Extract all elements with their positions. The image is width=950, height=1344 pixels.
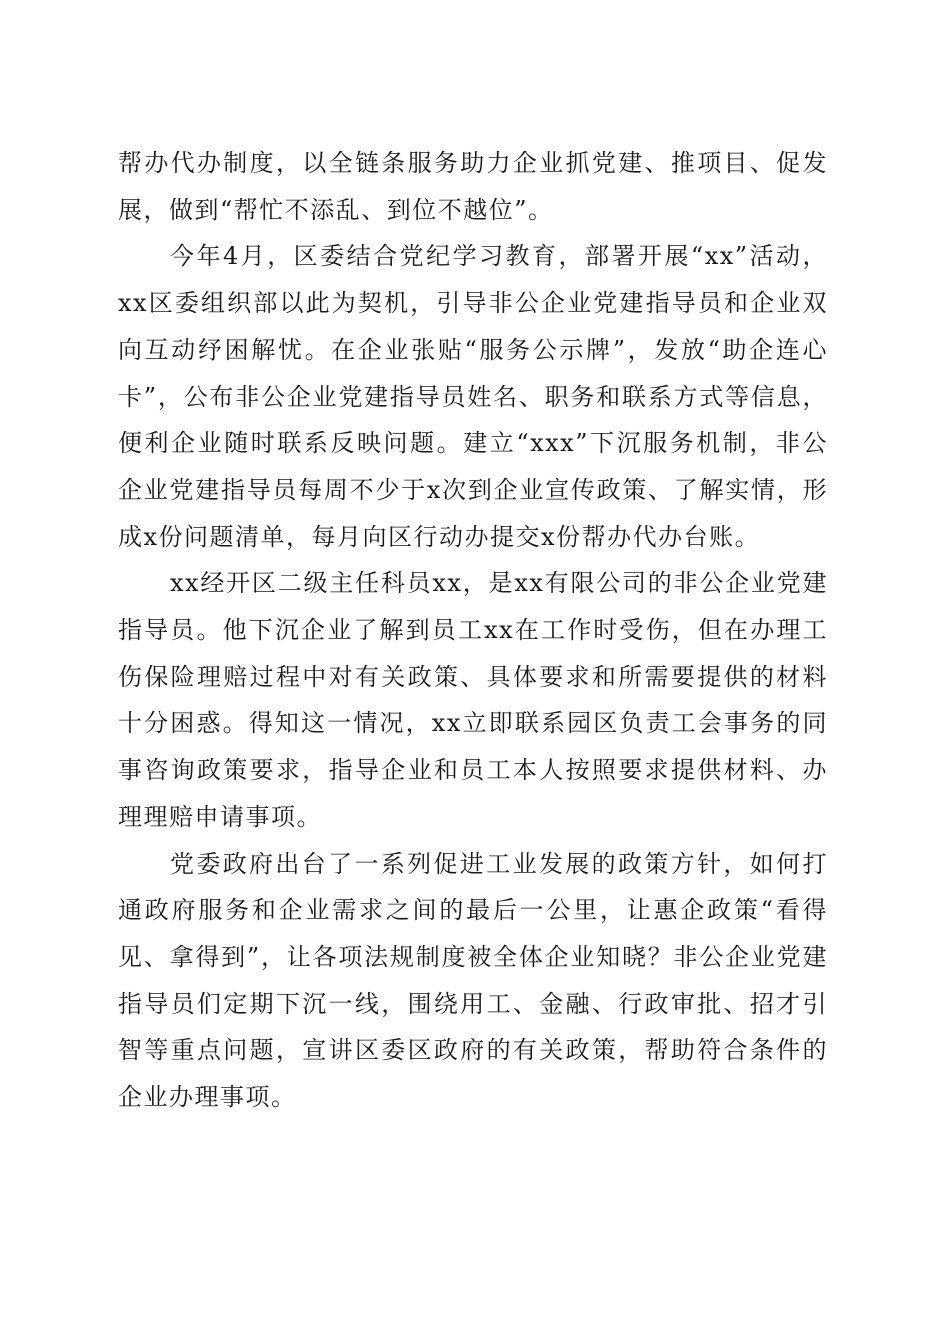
paragraph-april-activity: 今年4月，区委结合党纪学习教育，部署开展“xx”活动，xx区委组织部以此为契机，引导非公企业党建指导员和企业双向互动纾困解忧。在企业张贴“服务公示牌”，发放“助企连心卡”，公布非公企业党建指导员姓名、职务和联系方式等信息，便利企业随时联系反映问题。建立“xxx”下沉服务机制，非公企业党建指导员每周不少于x次到企业宣传政策、了解实情，形成x份问题清单，每月向区行动办提交x份帮办代办台账。 — [118, 242, 828, 551]
paragraph-policy-outreach: 党委政府出台了一系列促进工业发展的政策方针，如何打通政府服务和企业需求之间的最后一公里，让惠企政策“看得见、拿得到”，让各项法规制度被全体企业知晓？非公企业党建指导员们定期下沉一线，围绕用工、金融、行政审批、招才引智等重点问题，宣讲区委区政府的有关政策，帮助符合条件的企业办理事项。 — [118, 849, 828, 1112]
paragraph-continuation: 帮办代办制度，以全链条服务助力企业抓党建、推项目、促发展，做到“帮忙不添乱、到位不越位”。 — [118, 149, 828, 224]
paragraph-injury-case: xx经开区二级主任科员xx，是xx有限公司的非公企业党建指导员。他下沉企业了解到员工xx在工作时受伤，但在办理工伤保险理赔过程中对有关政策、具体要求和所需要提供的材料十分困惑。得知这一情况，xx立即联系园区负责工会事务的同事咨询政策要求，指导企业和员工本人按照要求提供材料、办理理赔申请事项。 — [118, 569, 828, 831]
document-body — [118, 140, 828, 1121]
